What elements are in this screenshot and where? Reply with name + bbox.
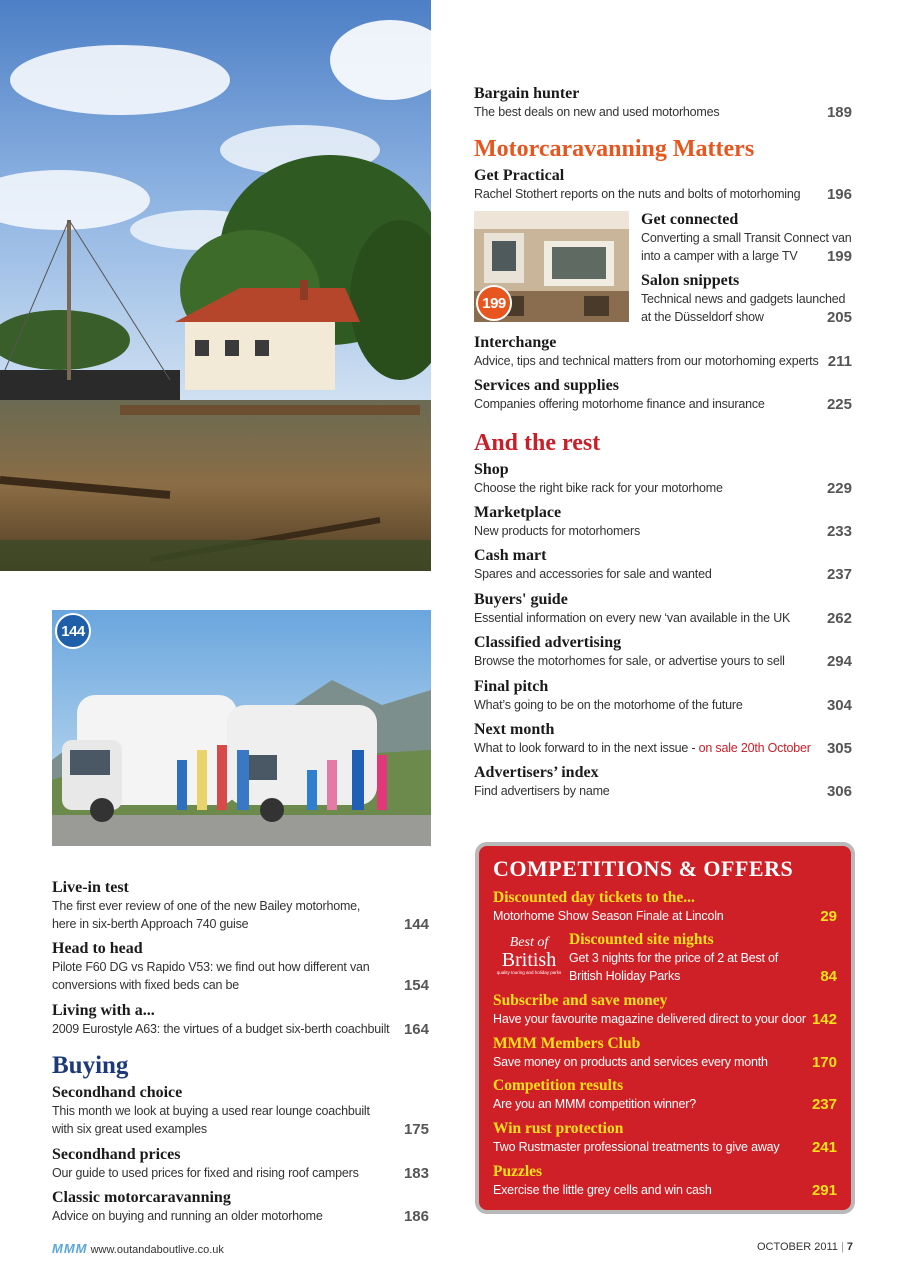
logo-tagline: quality touring and holiday parks xyxy=(496,970,562,975)
comp-entry-desc: Two Rustmaster professional treatments to give away xyxy=(493,1140,780,1154)
entry-page: 164 xyxy=(403,1021,429,1038)
toc-entry-secondhand-prices[interactable] xyxy=(52,1145,429,1182)
entry-title: Next month xyxy=(474,721,555,738)
toc-entry-get-connected[interactable] xyxy=(641,210,852,265)
comp-entry-competition-results[interactable] xyxy=(493,1076,837,1113)
page-badge-144: 144 xyxy=(55,613,91,649)
comp-entry-day-tickets[interactable] xyxy=(493,888,837,925)
comp-entry-title: MMM Members Club xyxy=(493,1035,641,1052)
entry-title: Services and supplies xyxy=(474,377,619,394)
entry-page: 205 xyxy=(826,309,852,326)
entry-desc-line1: Technical news and gadgets launched xyxy=(641,292,846,306)
entry-title: Living with a... xyxy=(52,1002,155,1019)
entry-page: 144 xyxy=(403,916,429,933)
toc-entry-cash-mart[interactable] xyxy=(474,546,852,583)
comp-entry-desc-line2: British Holiday Parks xyxy=(569,969,681,983)
entry-desc-text: What to look forward to in the next issue - xyxy=(474,741,699,755)
comp-entry-desc: Have your favourite magazine delivered direct to your door xyxy=(493,1012,806,1026)
toc-entry-shop[interactable] xyxy=(474,460,852,497)
entry-page: 186 xyxy=(403,1208,429,1225)
entry-desc: Advice on buying and running an older motorhome xyxy=(52,1209,323,1223)
entry-desc: Browse the motorhomes for sale, or advertise yours to sell xyxy=(474,654,785,668)
section-heading-buying: Buying xyxy=(52,1052,129,1079)
entry-desc-line1: This month we look at buying a used rear lounge coachbuilt xyxy=(52,1104,370,1118)
entry-desc: 2009 Eurostyle A63: the virtues of a budget six-berth coachbuilt xyxy=(52,1022,390,1036)
entry-desc-line1: Converting a small Transit Connect van xyxy=(641,231,852,245)
entry-title: Cash mart xyxy=(474,547,547,564)
entry-page: 175 xyxy=(403,1121,429,1138)
entry-desc: Choose the right bike rack for your motorhome xyxy=(474,481,723,495)
toc-entry-live-in-test[interactable] xyxy=(52,878,429,933)
toc-entry-advertisers-index[interactable] xyxy=(474,763,852,800)
toc-entry-living-with[interactable] xyxy=(52,1001,429,1038)
comp-entry-page: 291 xyxy=(811,1182,837,1199)
comp-entry-title: Subscribe and save money xyxy=(493,992,668,1009)
comp-entry-page: 84 xyxy=(820,968,837,985)
entry-desc: Rachel Stothert reports on the nuts and bolts of motorhoming xyxy=(474,187,801,201)
motorhomes-photo xyxy=(52,610,431,846)
toc-entry-secondhand-choice[interactable] xyxy=(52,1083,429,1138)
comp-entry-site-nights[interactable] xyxy=(569,930,837,985)
entry-title: Live-in test xyxy=(52,879,129,896)
toc-entry-marketplace[interactable] xyxy=(474,503,852,540)
comp-entry-desc: Exercise the little grey cells and win cash xyxy=(493,1183,712,1197)
comp-entry-page: 241 xyxy=(811,1139,837,1156)
entry-title: Buyers' guide xyxy=(474,591,568,608)
entry-page: 211 xyxy=(827,353,852,370)
entry-desc: Spares and accessories for sale and wanted xyxy=(474,567,712,581)
mmm-logo: MMM xyxy=(52,1241,88,1256)
comp-entry-page: 142 xyxy=(811,1011,837,1028)
comp-entry-desc: Motorhome Show Season Finale at Lincoln xyxy=(493,909,724,923)
entry-page: 189 xyxy=(826,104,852,121)
footer-issue: OCTOBER 2011 xyxy=(756,1241,838,1253)
toc-entry-services-supplies[interactable] xyxy=(474,376,852,413)
entry-desc: Our guide to used prices for fixed and rising roof campers xyxy=(52,1166,359,1180)
comp-entry-page: 170 xyxy=(811,1054,837,1071)
entry-desc: Companies offering motorhome finance and insurance xyxy=(474,397,765,411)
competitions-offers-box xyxy=(475,842,855,1214)
entry-page: 183 xyxy=(403,1165,429,1182)
entry-desc: New products for motorhomers xyxy=(474,524,640,538)
entry-title: Shop xyxy=(474,461,509,478)
footer-right xyxy=(757,1241,853,1253)
entry-title: Classified advertising xyxy=(474,634,622,651)
entry-desc: Find advertisers by name xyxy=(474,784,610,798)
entry-desc-line2: at the Düsseldorf show xyxy=(641,310,764,324)
entry-desc-line2: into a camper with a large TV xyxy=(641,249,798,263)
comp-entry-desc-line1: Get 3 nights for the price of 2 at Best of xyxy=(569,951,779,965)
entry-title: Classic motorcaravanning xyxy=(52,1189,231,1206)
comp-entry-title: Competition results xyxy=(493,1077,624,1094)
entry-page: 237 xyxy=(826,566,852,583)
section-heading-and-the-rest: And the rest xyxy=(474,430,601,456)
entry-title: Get connected xyxy=(641,211,739,228)
toc-entry-interchange[interactable] xyxy=(474,333,852,370)
logo-line1: Best of xyxy=(509,935,549,950)
entry-page: 196 xyxy=(826,186,852,203)
entry-page: 225 xyxy=(826,396,852,413)
river-pub-photo xyxy=(0,0,431,571)
entry-title: Bargain hunter xyxy=(474,85,580,102)
on-sale-date: on sale 20th October xyxy=(698,741,811,755)
entry-title: Secondhand choice xyxy=(52,1084,183,1101)
entry-title: Get Practical xyxy=(474,167,565,184)
entry-title: Secondhand prices xyxy=(52,1146,181,1163)
entry-page: 199 xyxy=(826,248,852,265)
toc-entry-get-practical[interactable] xyxy=(474,166,852,203)
entry-title: Final pitch xyxy=(474,678,549,695)
best-of-british-logo xyxy=(493,936,565,980)
entry-page: 294 xyxy=(826,653,852,670)
entry-title: Advertisers’ index xyxy=(474,764,599,781)
entry-page: 306 xyxy=(826,783,852,800)
entry-desc-line1: Pilote F60 DG vs Rapido V53: we find out how different van xyxy=(52,960,370,974)
entry-desc xyxy=(474,739,811,757)
footer-left xyxy=(52,1241,224,1256)
entry-page: 304 xyxy=(826,697,852,714)
entry-title: Salon snippets xyxy=(641,272,740,289)
page-badge-199: 199 xyxy=(476,285,512,321)
entry-desc: The best deals on new and used motorhomes xyxy=(474,105,720,119)
toc-entry-salon-snippets[interactable] xyxy=(641,271,852,326)
entry-title: Interchange xyxy=(474,334,557,351)
comp-entry-title: Discounted site nights xyxy=(569,931,714,948)
comp-entry-title: Discounted day tickets to the... xyxy=(493,889,695,906)
toc-entry-buyers-guide[interactable] xyxy=(474,590,852,627)
footer-page-number: 7 xyxy=(846,1241,853,1253)
entry-page: 154 xyxy=(403,977,429,994)
toc-entry-final-pitch[interactable] xyxy=(474,677,852,714)
entry-desc-line2: with six great used examples xyxy=(52,1122,207,1136)
comp-entry-page: 29 xyxy=(820,908,837,925)
entry-title: Marketplace xyxy=(474,504,562,521)
competitions-heading: COMPETITIONS & OFFERS xyxy=(493,856,794,881)
toc-entry-head-to-head[interactable] xyxy=(52,939,429,994)
entry-desc-line2: here in six-berth Approach 740 guise xyxy=(52,917,249,931)
section-heading-motorcaravanning-matters: Motorcaravanning Matters xyxy=(474,136,755,162)
comp-entry-desc: Are you an MMM competition winner? xyxy=(493,1097,697,1111)
footer-url[interactable]: www.outandaboutlive.co.uk xyxy=(90,1244,224,1256)
entry-page: 262 xyxy=(826,610,852,627)
comp-entry-subscribe[interactable] xyxy=(493,991,837,1028)
comp-entry-desc: Save money on products and services every month xyxy=(493,1055,768,1069)
footer-separator: | xyxy=(840,1241,844,1253)
entry-desc: Advice, tips and technical matters from our motorhoming experts xyxy=(474,354,819,368)
entry-desc: What’s going to be on the motorhome of the future xyxy=(474,698,743,712)
entry-page: 229 xyxy=(826,480,852,497)
comp-entry-rust-protection[interactable] xyxy=(493,1119,837,1156)
entry-page: 305 xyxy=(826,740,852,757)
entry-title: Head to head xyxy=(52,940,143,957)
comp-entry-page: 237 xyxy=(811,1096,837,1113)
entry-desc-line2: conversions with fixed beds can be xyxy=(52,978,240,992)
comp-entry-title: Win rust protection xyxy=(493,1120,624,1137)
toc-entry-bargain-hunter[interactable] xyxy=(474,84,852,121)
entry-desc-line1: The first ever review of one of the new Bailey motorhome, xyxy=(52,899,361,913)
toc-entry-classified-advertising[interactable] xyxy=(474,633,852,670)
comp-entry-title: Puzzles xyxy=(493,1163,543,1180)
comp-entry-puzzles[interactable] xyxy=(493,1162,837,1199)
toc-entry-classic-motorcaravanning[interactable] xyxy=(52,1188,429,1225)
comp-entry-members-club[interactable] xyxy=(493,1034,837,1071)
entry-desc: Essential information on every new ‘van available in the UK xyxy=(474,611,791,625)
logo-line2: British xyxy=(501,949,557,971)
toc-entry-next-month[interactable] xyxy=(474,720,852,757)
entry-page: 233 xyxy=(826,523,852,540)
